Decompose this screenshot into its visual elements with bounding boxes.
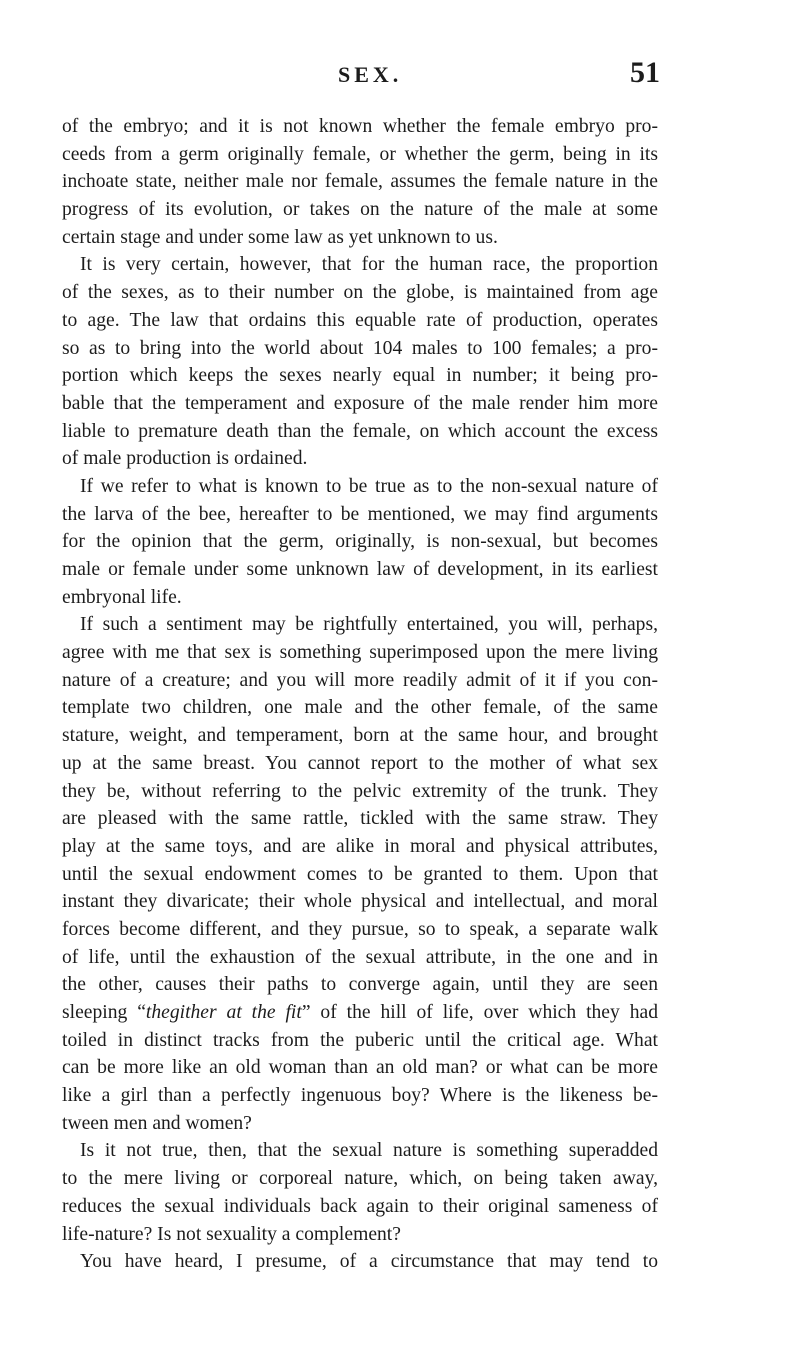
text-line: to the mere living or corporeal nature, which, on being taken away,: [62, 1168, 658, 1190]
text-line: play at the same toys, and are alike in moral and physical attributes,: [62, 835, 658, 857]
text-line: nature of a creature; and you will more readily admit of it if you con-: [62, 669, 658, 691]
text-line: portion which keeps the sexes nearly equal in number; it being pro-: [62, 365, 658, 387]
text-line: the other, causes their paths to converge again, until they are seen: [62, 974, 658, 996]
text-line: toiled in distinct tracks from the puberic until the critical age. What: [62, 1029, 658, 1051]
text-line: to age. The law that ordains this equable rate of production, operates: [62, 309, 658, 331]
text-line: life-nature? Is not sexuality a complement?: [62, 1223, 401, 1245]
text-line: male or female under some unknown law of development, in its earliest: [62, 559, 658, 580]
text-line: they be, without referring to the pelvic extremity of the trunk. They: [62, 780, 658, 802]
paragraph-start: It is very certain, however, that for the human race, the proportion: [80, 254, 658, 276]
text-line: until the sexual endowment comes to be granted to them. Upon that: [62, 863, 658, 885]
text-line: so as to bring into the world about 104 males to 100 females; a pro-: [62, 337, 658, 359]
text-line: of male production is ordained.: [62, 448, 308, 470]
text-line: template two children, one male and the other female, of the same: [62, 697, 658, 719]
text-line: stature, weight, and temperament, born at the same hour, and brought: [62, 725, 658, 747]
page-number: 51: [630, 56, 660, 89]
text-line: reduces the sexual individuals back again to their original sameness of: [62, 1195, 658, 1217]
text-line: bable that the temperament and exposure of the male render him more: [62, 392, 658, 414]
text-line: ceeds from a germ originally female, or whether the germ, being in its: [62, 143, 658, 165]
running-title: SEX.: [338, 62, 403, 87]
body-text: [62, 113, 658, 1276]
text-line: agree with me that sex is something superimposed upon the mere living: [62, 642, 658, 664]
running-head: [0, 54, 800, 94]
text-line: forces become different, and they pursue, so to speak, a separate walk: [62, 918, 658, 940]
text-line: inchoate state, neither male nor female, assumes the female nature in the: [62, 171, 658, 193]
paragraph-start: If we refer to what is known to be true as to the non-sexual nature of: [80, 475, 658, 497]
text-line: of the embryo; and it is not known whether the female embryo pro-: [62, 116, 658, 137]
text-line: certain stage and under some law as yet unknown to us.: [62, 226, 498, 248]
text-line: progress of its evolution, or takes on the nature of the male at some: [62, 199, 658, 221]
paragraph-start: You have heard, I presume, of a circumstance that may tend to: [80, 1251, 658, 1273]
text-line: the larva of the bee, hereafter to be mentioned, we may find arguments: [62, 503, 658, 525]
text-line: like a girl than a perfectly ingenuous boy? Where is the likeness be-: [62, 1085, 658, 1107]
text-line: are pleased with the same rattle, tickled with the same straw. They: [62, 808, 658, 830]
text-line: for the opinion that the germ, originally, is non-sexual, but becomes: [62, 531, 658, 553]
text-line: sleeping “thegither at the fit” of the hill of life, over which they had: [62, 1002, 658, 1023]
text-line: tween men and women?: [62, 1112, 252, 1134]
text-line: instant they divaricate; their whole physical and intellectual, and moral: [62, 891, 658, 913]
text-line: can be more like an old woman than an old man? or what can be more: [62, 1057, 658, 1079]
text-line: up at the same breast. You cannot report to the mother of what sex: [62, 752, 658, 774]
paragraph-start: Is it not true, then, that the sexual nature is something superadded: [80, 1140, 658, 1162]
text-line: embryonal life.: [62, 586, 182, 608]
paragraph-start: If such a sentiment may be rightfully entertained, you will, perhaps,: [80, 614, 658, 636]
text-line: of the sexes, as to their number on the globe, is maintained from age: [62, 282, 658, 304]
italic-quotation: thegither at the fit: [145, 1002, 302, 1023]
text-line: liable to premature death than the female, on which account the excess: [62, 420, 658, 442]
text-line: of life, until the exhaustion of the sexual attribute, in the one and in: [62, 946, 658, 968]
